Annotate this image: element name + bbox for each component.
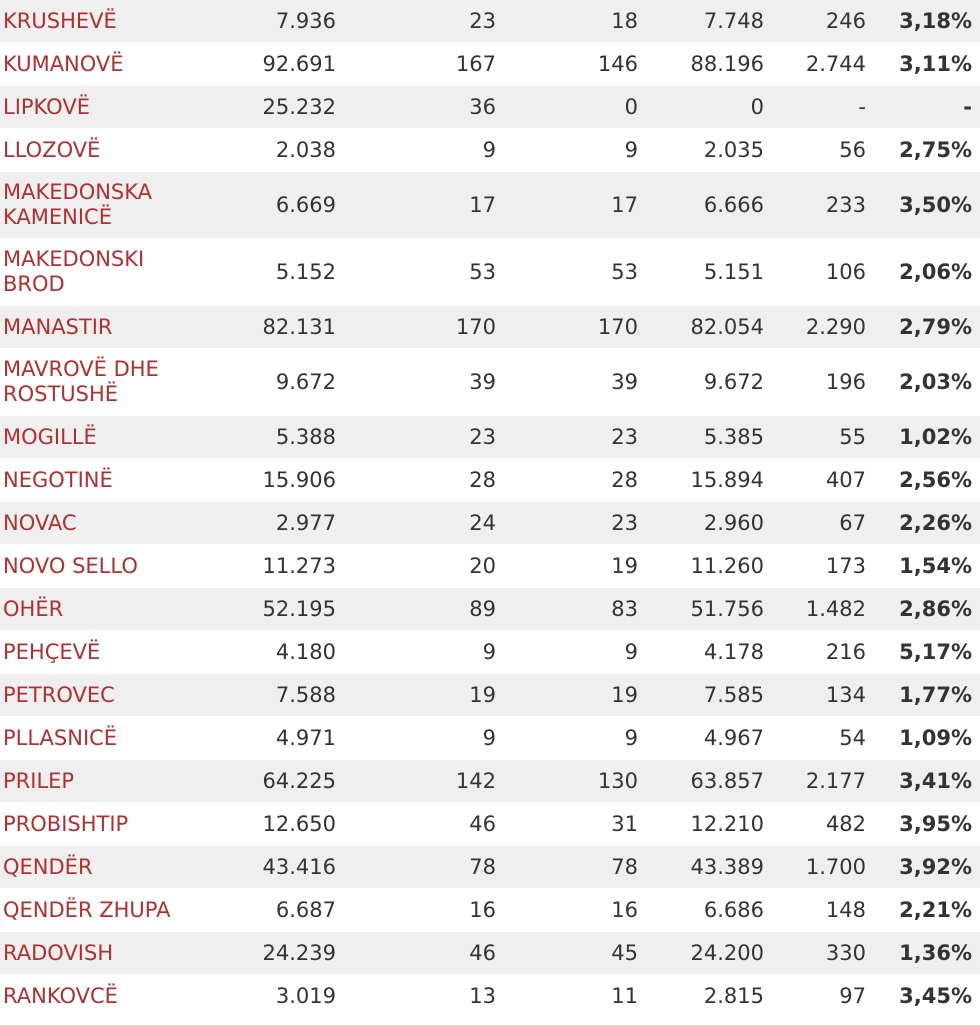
cell-col1: 6.669 bbox=[190, 172, 342, 239]
table-row bbox=[0, 631, 980, 674]
cell-col2: 46 bbox=[342, 932, 502, 975]
table-row bbox=[0, 674, 980, 717]
cell-col4: 88.196 bbox=[644, 43, 770, 86]
cell-col2: 36 bbox=[342, 86, 502, 129]
cell-percent: 3,41% bbox=[872, 760, 980, 803]
table-row bbox=[0, 239, 980, 306]
cell-col5: 482 bbox=[770, 803, 872, 846]
cell-col1: 4.180 bbox=[190, 631, 342, 674]
cell-col5: 148 bbox=[770, 889, 872, 932]
cell-col3: 53 bbox=[502, 239, 644, 306]
cell-percent: 2,03% bbox=[872, 349, 980, 416]
cell-col2: 28 bbox=[342, 459, 502, 502]
cell-col2: 167 bbox=[342, 43, 502, 86]
cell-col3: 19 bbox=[502, 674, 644, 717]
municipality-name[interactable]: NEGOTINË bbox=[0, 459, 190, 502]
municipality-name[interactable]: NOVO SELLO bbox=[0, 545, 190, 588]
table-row bbox=[0, 502, 980, 545]
cell-percent: 3,11% bbox=[872, 43, 980, 86]
cell-col1: 2.977 bbox=[190, 502, 342, 545]
cell-col2: 20 bbox=[342, 545, 502, 588]
table-row bbox=[0, 932, 980, 975]
cell-col1: 25.232 bbox=[190, 86, 342, 129]
municipality-name[interactable]: NOVAC bbox=[0, 502, 190, 545]
cell-col5: 196 bbox=[770, 349, 872, 416]
municipality-name[interactable]: MANASTIR bbox=[0, 306, 190, 349]
cell-col3: 18 bbox=[502, 0, 644, 43]
cell-col2: 24 bbox=[342, 502, 502, 545]
cell-percent: 2,79% bbox=[872, 306, 980, 349]
table-row bbox=[0, 803, 980, 846]
cell-col2: 13 bbox=[342, 975, 502, 1018]
cell-col3: 19 bbox=[502, 545, 644, 588]
cell-col3: 78 bbox=[502, 846, 644, 889]
cell-percent: 1,36% bbox=[872, 932, 980, 975]
cell-percent: 3,45% bbox=[872, 975, 980, 1018]
municipality-name[interactable]: MAKEDONSKI BROD bbox=[0, 239, 190, 306]
cell-col1: 2.038 bbox=[190, 129, 342, 172]
cell-col4: 7.748 bbox=[644, 0, 770, 43]
cell-col4: 5.151 bbox=[644, 239, 770, 306]
table-row bbox=[0, 349, 980, 416]
cell-col4: 15.894 bbox=[644, 459, 770, 502]
table-row bbox=[0, 306, 980, 349]
cell-percent: 3,18% bbox=[872, 0, 980, 43]
cell-col5: 106 bbox=[770, 239, 872, 306]
cell-col3: 9 bbox=[502, 631, 644, 674]
cell-col4: 2.815 bbox=[644, 975, 770, 1018]
table-row bbox=[0, 416, 980, 459]
cell-col4: 6.666 bbox=[644, 172, 770, 239]
cell-col2: 19 bbox=[342, 674, 502, 717]
cell-col1: 12.650 bbox=[190, 803, 342, 846]
cell-col4: 2.035 bbox=[644, 129, 770, 172]
cell-col1: 9.672 bbox=[190, 349, 342, 416]
cell-col3: 28 bbox=[502, 459, 644, 502]
cell-col2: 170 bbox=[342, 306, 502, 349]
cell-col4: 11.260 bbox=[644, 545, 770, 588]
cell-col1: 82.131 bbox=[190, 306, 342, 349]
cell-col5: 173 bbox=[770, 545, 872, 588]
cell-col1: 5.152 bbox=[190, 239, 342, 306]
cell-col5: 67 bbox=[770, 502, 872, 545]
cell-col5: 2.744 bbox=[770, 43, 872, 86]
cell-col2: 23 bbox=[342, 0, 502, 43]
cell-percent: 3,92% bbox=[872, 846, 980, 889]
cell-col4: 4.178 bbox=[644, 631, 770, 674]
municipality-name[interactable]: MAKEDONSKA KAMENICË bbox=[0, 172, 190, 239]
cell-col4: 82.054 bbox=[644, 306, 770, 349]
municipality-name[interactable]: PEHÇEVË bbox=[0, 631, 190, 674]
table-row bbox=[0, 0, 980, 43]
municipality-name[interactable]: MAVROVË DHE ROSTUSHË bbox=[0, 349, 190, 416]
cell-col4: 4.967 bbox=[644, 717, 770, 760]
cell-percent: 2,21% bbox=[872, 889, 980, 932]
cell-col5: 407 bbox=[770, 459, 872, 502]
cell-col3: 170 bbox=[502, 306, 644, 349]
cell-col3: 11 bbox=[502, 975, 644, 1018]
cell-col1: 5.388 bbox=[190, 416, 342, 459]
cell-col3: 83 bbox=[502, 588, 644, 631]
cell-col1: 43.416 bbox=[190, 846, 342, 889]
cell-col3: 31 bbox=[502, 803, 644, 846]
cell-percent: 2,56% bbox=[872, 459, 980, 502]
table-row bbox=[0, 545, 980, 588]
cell-col3: 9 bbox=[502, 717, 644, 760]
cell-col3: 0 bbox=[502, 86, 644, 129]
cell-col1: 6.687 bbox=[190, 889, 342, 932]
cell-percent: 2,75% bbox=[872, 129, 980, 172]
cell-col4: 9.672 bbox=[644, 349, 770, 416]
municipality-name[interactable]: RANKOVCË bbox=[0, 975, 190, 1018]
cell-col2: 78 bbox=[342, 846, 502, 889]
cell-percent: 2,86% bbox=[872, 588, 980, 631]
cell-col5: 1.482 bbox=[770, 588, 872, 631]
cell-col5: 1.700 bbox=[770, 846, 872, 889]
cell-col5: 54 bbox=[770, 717, 872, 760]
cell-col4: 12.210 bbox=[644, 803, 770, 846]
cell-col4: 24.200 bbox=[644, 932, 770, 975]
cell-col3: 16 bbox=[502, 889, 644, 932]
cell-col2: 23 bbox=[342, 416, 502, 459]
cell-col5: 2.177 bbox=[770, 760, 872, 803]
municipality-name[interactable]: OHËR bbox=[0, 588, 190, 631]
cell-col1: 7.936 bbox=[190, 0, 342, 43]
cell-col2: 9 bbox=[342, 129, 502, 172]
cell-col1: 11.273 bbox=[190, 545, 342, 588]
table-row bbox=[0, 846, 980, 889]
cell-col5: 2.290 bbox=[770, 306, 872, 349]
cell-percent: 1,77% bbox=[872, 674, 980, 717]
cell-col4: 6.686 bbox=[644, 889, 770, 932]
cell-col5: 216 bbox=[770, 631, 872, 674]
municipality-name[interactable]: KUMANOVË bbox=[0, 43, 190, 86]
table-row bbox=[0, 975, 980, 1018]
cell-percent: - bbox=[872, 86, 980, 129]
cell-col5: 330 bbox=[770, 932, 872, 975]
cell-col2: 17 bbox=[342, 172, 502, 239]
cell-col3: 23 bbox=[502, 502, 644, 545]
cell-col1: 92.691 bbox=[190, 43, 342, 86]
cell-col3: 17 bbox=[502, 172, 644, 239]
cell-percent: 1,54% bbox=[872, 545, 980, 588]
cell-percent: 1,02% bbox=[872, 416, 980, 459]
cell-col5: 97 bbox=[770, 975, 872, 1018]
cell-col5: 55 bbox=[770, 416, 872, 459]
municipality-name[interactable]: QENDËR bbox=[0, 846, 190, 889]
table-row bbox=[0, 760, 980, 803]
municipality-name[interactable]: PROBISHTIP bbox=[0, 803, 190, 846]
cell-col4: 7.585 bbox=[644, 674, 770, 717]
cell-percent: 3,50% bbox=[872, 172, 980, 239]
municipality-name[interactable]: LLOZOVË bbox=[0, 129, 190, 172]
cell-percent: 3,95% bbox=[872, 803, 980, 846]
cell-col2: 9 bbox=[342, 717, 502, 760]
municipality-name[interactable]: PRILEP bbox=[0, 760, 190, 803]
table-row bbox=[0, 588, 980, 631]
cell-percent: 2,26% bbox=[872, 502, 980, 545]
cell-percent: 2,06% bbox=[872, 239, 980, 306]
municipality-name[interactable]: PETROVEC bbox=[0, 674, 190, 717]
municipality-name[interactable]: KRUSHEVË bbox=[0, 0, 190, 43]
cell-col2: 53 bbox=[342, 239, 502, 306]
cell-col4: 63.857 bbox=[644, 760, 770, 803]
cell-col3: 9 bbox=[502, 129, 644, 172]
cell-col1: 7.588 bbox=[190, 674, 342, 717]
cell-col1: 64.225 bbox=[190, 760, 342, 803]
cell-col5: - bbox=[770, 86, 872, 129]
table-row bbox=[0, 889, 980, 932]
table-row bbox=[0, 129, 980, 172]
cell-col1: 3.019 bbox=[190, 975, 342, 1018]
municipality-name[interactable]: QENDËR ZHUPA bbox=[0, 889, 190, 932]
cell-col3: 45 bbox=[502, 932, 644, 975]
cell-col3: 146 bbox=[502, 43, 644, 86]
table-row bbox=[0, 459, 980, 502]
cell-col5: 134 bbox=[770, 674, 872, 717]
cell-col4: 2.960 bbox=[644, 502, 770, 545]
municipality-name[interactable]: MOGILLË bbox=[0, 416, 190, 459]
table-row bbox=[0, 86, 980, 129]
cell-col4: 5.385 bbox=[644, 416, 770, 459]
municipality-name[interactable]: RADOVISH bbox=[0, 932, 190, 975]
cell-col3: 39 bbox=[502, 349, 644, 416]
cell-percent: 1,09% bbox=[872, 717, 980, 760]
cell-percent: 5,17% bbox=[872, 631, 980, 674]
cell-col3: 130 bbox=[502, 760, 644, 803]
cell-col5: 246 bbox=[770, 0, 872, 43]
table-row bbox=[0, 43, 980, 86]
table-row bbox=[0, 717, 980, 760]
cell-col4: 43.389 bbox=[644, 846, 770, 889]
cell-col1: 52.195 bbox=[190, 588, 342, 631]
cell-col2: 46 bbox=[342, 803, 502, 846]
cell-col5: 233 bbox=[770, 172, 872, 239]
cell-col1: 4.971 bbox=[190, 717, 342, 760]
table-row bbox=[0, 172, 980, 239]
cell-col4: 51.756 bbox=[644, 588, 770, 631]
cell-col2: 16 bbox=[342, 889, 502, 932]
cell-col3: 23 bbox=[502, 416, 644, 459]
cell-col2: 142 bbox=[342, 760, 502, 803]
cell-col2: 9 bbox=[342, 631, 502, 674]
cell-col1: 15.906 bbox=[190, 459, 342, 502]
cell-col2: 89 bbox=[342, 588, 502, 631]
cell-col5: 56 bbox=[770, 129, 872, 172]
municipality-name[interactable]: PLLASNICË bbox=[0, 717, 190, 760]
cell-col2: 39 bbox=[342, 349, 502, 416]
cell-col4: 0 bbox=[644, 86, 770, 129]
cell-col1: 24.239 bbox=[190, 932, 342, 975]
municipality-name[interactable]: LIPKOVË bbox=[0, 86, 190, 129]
